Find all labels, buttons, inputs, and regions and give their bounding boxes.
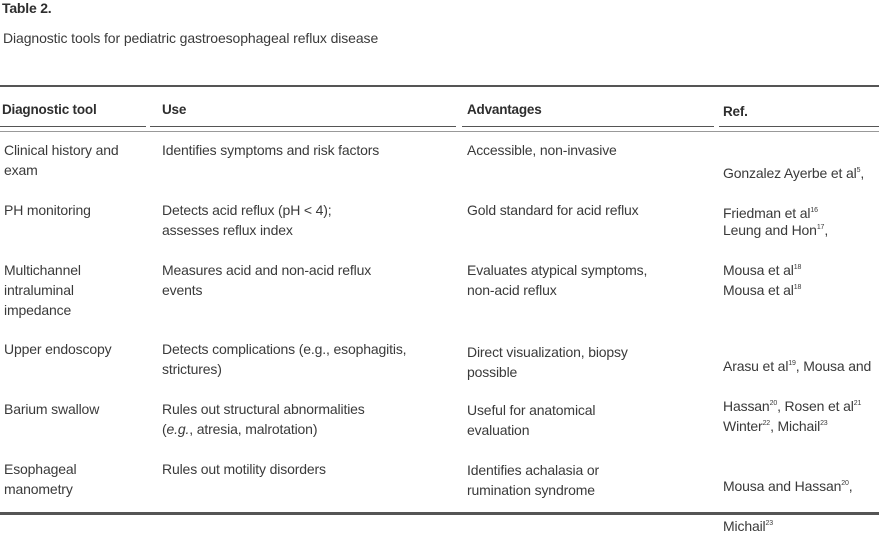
table-label: Table 2.: [2, 0, 52, 16]
header-underline: [462, 126, 714, 127]
cell-diagnostic-tool: Esophageal manometry: [4, 461, 77, 497]
ref-text: Leung and Hon: [723, 222, 817, 238]
ref-text: Michail: [723, 518, 766, 534]
ref-separator: ,: [860, 165, 865, 181]
column-header-label: Ref.: [723, 104, 748, 119]
cell-diagnostic-tool: Multichannel intraluminal impedance: [4, 262, 81, 318]
cell-diagnostic-tool: Clinical history and exam: [4, 142, 119, 178]
cell-use: Identifies symptoms and risk factors: [162, 142, 380, 158]
ref-text: Mousa and Hassan: [723, 478, 842, 494]
ref-number: 21: [853, 400, 862, 407]
cell-advantages: Gold standard for acid reflux: [467, 202, 639, 218]
cell-diagnostic-tool: Barium swallow: [4, 401, 100, 417]
ref-text: Winter: [723, 418, 763, 434]
ref-text: Mousa et al: [723, 262, 794, 278]
table-top-rule: [0, 85, 879, 87]
ref-number: 5: [856, 167, 861, 174]
cell-use: Measures acid and non-acid reflux events: [162, 262, 372, 298]
ref-number: 23: [765, 520, 774, 527]
table-header-row: [0, 100, 879, 124]
ref-number: 23: [820, 420, 828, 427]
ref-separator: ,: [848, 478, 853, 494]
cell-use: [162, 399, 452, 439]
column-header-label: Use: [162, 102, 187, 117]
cell-use: Detects acid reflux (pH < 4); assesses reflux index: [162, 202, 332, 238]
ref-text: Arasu et al: [723, 358, 789, 374]
ref-number: 18: [793, 264, 802, 271]
cell-use: Detects complications (e.g., esophagitis, strictures): [162, 341, 407, 377]
ref-number: 19: [788, 360, 796, 367]
ref-separator: , Michail: [770, 418, 821, 434]
ref-separator: ,: [824, 222, 829, 238]
cell-advantages: Accessible, non-invasive: [467, 142, 617, 158]
ref-number: 20: [769, 400, 778, 407]
cell-ref: [723, 396, 879, 436]
cell-advantages: Useful for anatomical evaluation: [467, 402, 596, 438]
ref-text: Gonzalez Ayerbe et al: [723, 165, 857, 181]
ref-number: 16: [810, 207, 818, 214]
ref-number: 18: [793, 284, 802, 291]
column-header-advantages: [462, 100, 714, 126]
cell-advantages: Identifies achalasia or rumination syndrome: [467, 462, 599, 498]
cell-ref: [723, 260, 879, 300]
ref-text: Hassan: [723, 398, 770, 414]
header-underline: [0, 126, 146, 127]
ref-separator: , Rosen et al: [777, 398, 854, 414]
header-underline: [719, 126, 879, 127]
use-text: Rules out structural abnormalities (: [162, 401, 365, 437]
cell-advantages: Direct visualization, biopsy possible: [467, 344, 628, 380]
use-text: , atresia, malrotation): [189, 421, 318, 437]
cell-diagnostic-tool: Upper endoscopy: [4, 341, 112, 357]
column-header-label: Advantages: [467, 102, 542, 117]
cell-ref: [723, 456, 879, 536]
ref-separator: , Mousa and: [795, 358, 872, 374]
column-header-use: [150, 100, 456, 126]
column-header-ref: [719, 100, 879, 126]
cell-use: Rules out motility disorders: [162, 461, 326, 477]
ref-text: Friedman et al: [723, 205, 811, 221]
cell-diagnostic-tool: PH monitoring: [4, 202, 91, 218]
header-underline: [150, 126, 456, 127]
column-header-diagnostic-tool: [0, 100, 146, 126]
cell-advantages: Evaluates atypical symptoms, non-acid reflux: [467, 262, 648, 298]
column-header-label: Diagnostic tool: [2, 102, 97, 117]
table-caption: Diagnostic tools for pediatric gastroesophageal reflux disease: [3, 30, 379, 46]
use-italic-text: e.g.: [166, 421, 190, 437]
ref-number: 20: [841, 480, 849, 487]
ref-text: Mousa et al: [723, 282, 794, 298]
ref-number: 17: [816, 224, 825, 231]
ref-number: 22: [762, 420, 771, 427]
header-bottom-rule: [0, 131, 879, 132]
